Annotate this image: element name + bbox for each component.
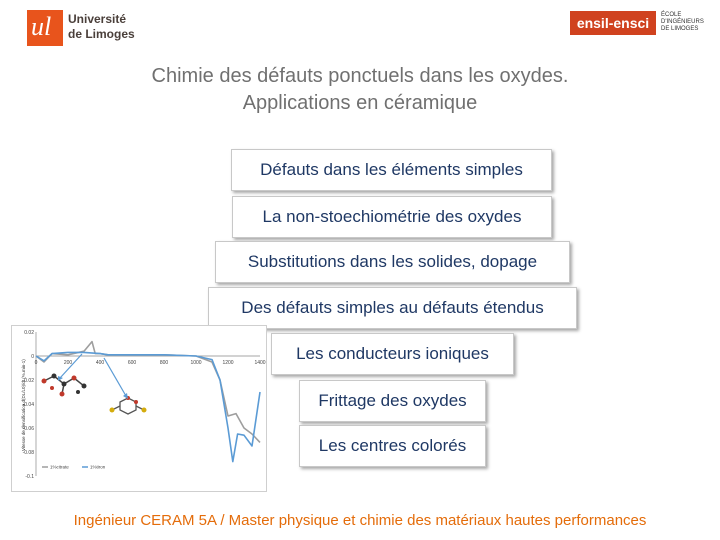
x-tick-label: 1000 xyxy=(190,360,202,366)
x-tick-label: 0 xyxy=(34,360,38,366)
topic-box-2[interactable]: La non-stoechiométrie des oxydes xyxy=(232,196,552,238)
tiron-molecule-illustration xyxy=(110,396,147,414)
ensil-ensci-logo xyxy=(570,11,710,37)
university-name: Université de Limoges xyxy=(68,12,135,41)
chart-svg xyxy=(12,326,266,491)
densification-chart xyxy=(11,325,267,492)
footer-program: Ingénieur CERAM 5A / Master physique et chimie des matériaux hautes performances xyxy=(73,512,647,529)
x-tick-label: 1400 xyxy=(254,360,266,366)
y-tick-label: -0.06 xyxy=(22,426,34,432)
x-tick-label: 200 xyxy=(63,360,73,366)
universite-de-limoges-logo xyxy=(27,10,147,52)
legend-label: 1%tiron xyxy=(90,464,106,470)
topic-box-5[interactable]: Les conducteurs ioniques xyxy=(271,333,514,375)
citrate-molecule-illustration xyxy=(42,374,87,397)
y-tick-label: 0.02 xyxy=(24,330,34,336)
school-subtitle: ÉCOLE D'INGÉNIEURS DE LIMOGES xyxy=(661,12,704,32)
title-line-1: Chimie des défauts ponctuels dans les oxydes. xyxy=(151,65,569,87)
ensil-ensci-label: ensil-ensci xyxy=(570,11,656,35)
ul-logo-mark: ul xyxy=(27,10,63,46)
x-tick-label: 400 xyxy=(95,360,105,366)
slide-title xyxy=(0,63,720,117)
y-axis-label: Vitesse de densification d(DL/L0)/dt (%.min-1) xyxy=(21,359,26,451)
topic-box-3[interactable]: Substitutions dans les solides, dopage xyxy=(215,241,570,283)
topic-box-6[interactable]: Frittage des oxydes xyxy=(299,380,486,422)
topic-box-1[interactable]: Défauts dans les éléments simples xyxy=(231,149,552,191)
x-tick-label: 800 xyxy=(159,360,169,366)
legend-label: 1%citrate xyxy=(50,464,69,470)
title-line-2: Applications en céramique xyxy=(242,92,478,114)
topic-box-7[interactable]: Les centres colorés xyxy=(299,425,486,467)
y-tick-label: 0 xyxy=(31,354,34,360)
y-tick-label: -0.02 xyxy=(22,378,34,384)
x-tick-label: 600 xyxy=(127,360,137,366)
series-line-1pct-citrate xyxy=(36,342,260,443)
topic-box-4[interactable]: Des défauts simples au défauts étendus xyxy=(208,287,577,329)
x-tick-label: 1200 xyxy=(222,360,234,366)
y-tick-label: -0.08 xyxy=(22,450,34,456)
y-tick-label: -0.04 xyxy=(22,402,34,408)
y-tick-label: -0.1 xyxy=(25,474,34,480)
